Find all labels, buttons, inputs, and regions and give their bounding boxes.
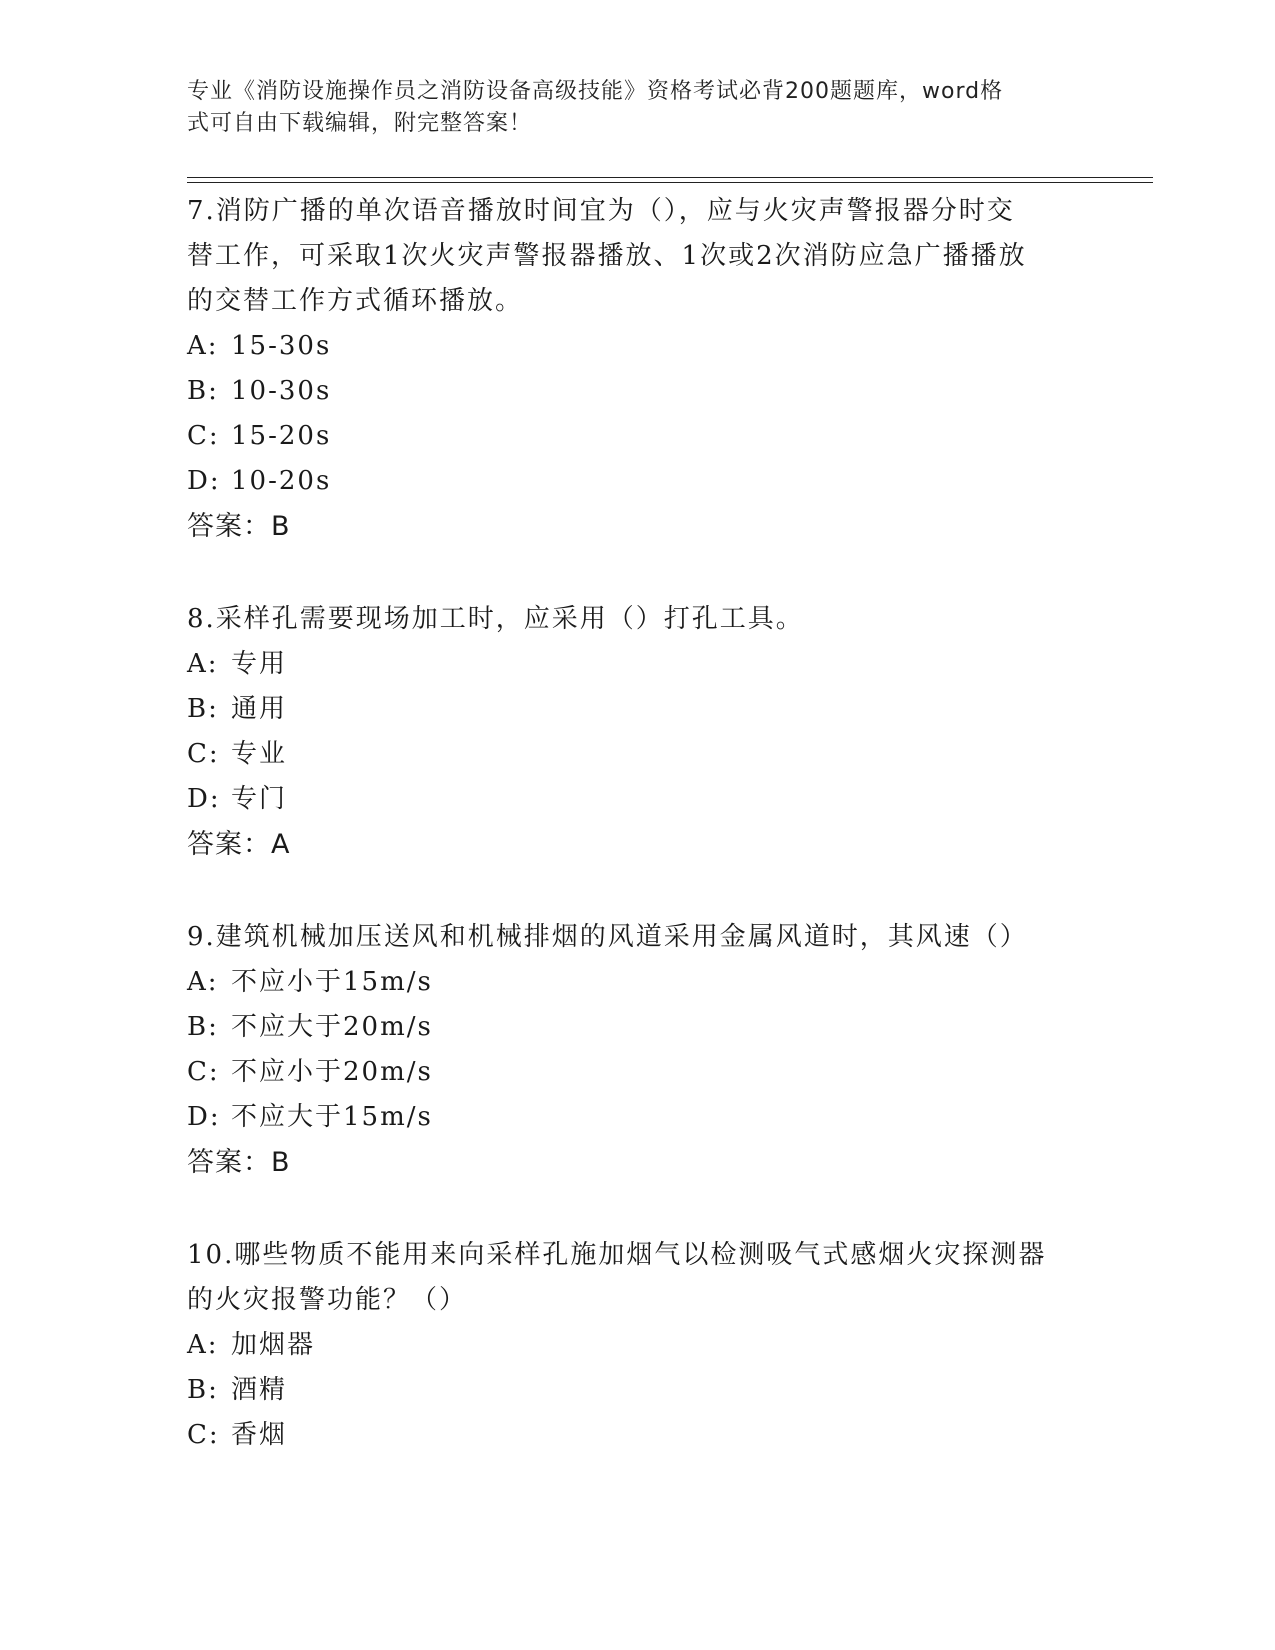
option-b xyxy=(187,687,1087,732)
option-key: C: xyxy=(187,1420,220,1450)
question-10 xyxy=(187,1233,1087,1458)
option-key: C: xyxy=(187,739,220,769)
option-text: 10-30s xyxy=(231,376,332,406)
option-key: D: xyxy=(187,784,221,814)
option-text: 不应大于20m/s xyxy=(231,1012,433,1042)
option-b xyxy=(187,1005,1087,1050)
option-key: B: xyxy=(187,694,219,724)
stem-line: 9.建筑机械加压送风和机械排烟的风道采用金属风道时，其风速（） xyxy=(187,922,1028,952)
stem-line: 8.采样孔需要现场加工时，应采用（）打孔工具。 xyxy=(187,604,804,634)
option-key: D: xyxy=(187,466,221,496)
option-text: 通用 xyxy=(231,694,288,724)
option-c xyxy=(187,1413,1087,1458)
document-header xyxy=(187,76,1067,140)
header-divider-bottom xyxy=(187,182,1153,183)
option-key: D: xyxy=(187,1102,221,1132)
option-text: 酒精 xyxy=(231,1375,288,1405)
question-stem xyxy=(187,597,1087,642)
stem-line: 替工作，可采取1次火灾声警报器播放、1次或2次消防应急广播播放 xyxy=(187,241,1027,271)
stem-line: 的交替工作方式循环播放。 xyxy=(187,286,524,316)
option-text: 15-30s xyxy=(231,331,332,361)
option-c xyxy=(187,732,1087,777)
option-key: B: xyxy=(187,376,219,406)
option-key: A: xyxy=(187,649,219,679)
option-text: 专业 xyxy=(231,739,288,769)
option-d xyxy=(187,459,1087,504)
option-text: 不应小于15m/s xyxy=(231,967,433,997)
option-a xyxy=(187,324,1087,369)
option-a xyxy=(187,960,1087,1005)
option-a xyxy=(187,1323,1087,1368)
option-c xyxy=(187,414,1087,459)
question-stem xyxy=(187,1233,1087,1323)
stem-line: 10.哪些物质不能用来向采样孔施加烟气以检测吸气式感烟火灾探测器 xyxy=(187,1240,1047,1270)
question-stem xyxy=(187,915,1087,960)
header-line-1: 专业《消防设施操作员之消防设备高级技能》资格考试必背200题题库，word格 xyxy=(187,79,1004,104)
option-key: B: xyxy=(187,1012,219,1042)
option-d xyxy=(187,1095,1087,1140)
option-b xyxy=(187,369,1087,414)
option-text: 专门 xyxy=(231,784,288,814)
question-8 xyxy=(187,597,1087,867)
option-key: A: xyxy=(187,331,219,361)
option-key: A: xyxy=(187,967,219,997)
header-divider-top xyxy=(187,177,1153,178)
answer-line: 答案：B xyxy=(187,1147,291,1178)
option-text: 专用 xyxy=(231,649,288,679)
option-key: C: xyxy=(187,421,220,451)
option-text: 香烟 xyxy=(231,1420,288,1450)
option-key: B: xyxy=(187,1375,219,1405)
option-d xyxy=(187,777,1087,822)
answer-line: 答案：B xyxy=(187,511,291,542)
stem-line: 的火灾报警功能？（） xyxy=(187,1285,468,1315)
option-text: 不应大于15m/s xyxy=(231,1102,433,1132)
option-c xyxy=(187,1050,1087,1095)
option-text: 15-20s xyxy=(231,421,332,451)
option-text: 10-20s xyxy=(231,466,332,496)
option-key: C: xyxy=(187,1057,220,1087)
option-key: A: xyxy=(187,1330,219,1360)
option-text: 加烟器 xyxy=(231,1330,316,1360)
option-b xyxy=(187,1368,1087,1413)
header-line-2: 式可自由下载编辑，附完整答案！ xyxy=(187,111,533,136)
question-9 xyxy=(187,915,1087,1185)
option-a xyxy=(187,642,1087,687)
stem-line: 7.消防广播的单次语音播放时间宜为（），应与火灾声警报器分时交 xyxy=(187,196,1015,226)
question-7 xyxy=(187,189,1087,549)
answer-line: 答案：A xyxy=(187,829,291,860)
option-text: 不应小于20m/s xyxy=(231,1057,433,1087)
question-stem xyxy=(187,189,1087,324)
